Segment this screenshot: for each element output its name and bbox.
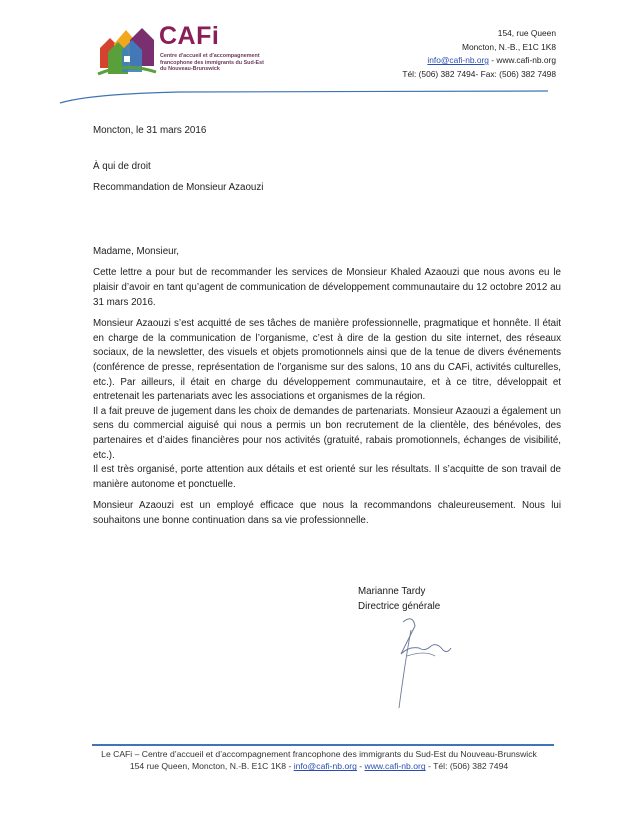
signatory-title: Directrice générale [358,600,441,612]
web-line [402,54,556,68]
contact-block [402,27,556,81]
footer-rule [92,744,554,746]
footer-phone: - Tél: (506) 382 7494 [425,761,509,772]
footer-separator: - [356,761,365,772]
phone-fax-line: Tél: (506) 382 7494- Fax: (506) 382 7498 [402,68,556,79]
footer-line-1: Le CAFi – Centre d’accueil et d’accompagnement francophone des immigrants du Sud-Est du Nouveau-Brunswick [101,749,537,759]
date-line: Moncton, le 31 mars 2016 [93,125,207,136]
brand-subtitle: Centre d'accueil et d'accompagnement francophone des immigrants du Sud-Est du Nouveau-Brunswick [160,53,264,73]
paragraph-4: Il est très organisé, porte attention aux détails et est orienté sur les résultats. Il s’acquitte de son travail de manière autonome et ponctuelle. [93,464,561,490]
letter-body [93,124,561,528]
signatory-name: Marianne Tardy [358,586,426,597]
footer [0,748,638,773]
footer-website-link[interactable]: www.cafi-nb.org [364,761,426,772]
handwritten-signature [385,612,455,712]
brand-name: CAFi [159,22,220,50]
paragraph-2: Monsieur Azaouzi s’est acquitté de ses tâches de manière professionnelle, pragmatique et honnête. Il était en charge de la communication de l’organisme, c’est à dire de la gestion du site internet, des réseaux sociaux, de la newsletter, des visuels et objets promotionnels ainsi que de la tenue de divers événements (conférence de presse, représentation de l’organisme sur des salons, 10 ans du CAFi, activités culturelles, etc.). Par ailleurs, il était en charge du développement communautaire, et à ce titre, développait et entretenait les partenariats avec les associations et organismes de la région. [93,318,561,403]
paragraph-3: Il a fait preuve de jugement dans les choix de demandes de partenariats. Monsieur Azaouzi a également un sens du commercial aiguisé qui nous a permis un bon recrutement de la clientèle, des bénévoles, des partenaires et d’aides financières pour nos activités (gratuité, rabais promotionnels, échanges de visibilité, etc.). [93,405,561,461]
paragraph-1: Cette lettre a pour but de recommander les services de Monsieur Khaled Azaouzi que nous avons eu le plaisir d’avoir en tant qu’agent de communication de développement communautaire du 12 octobre 2012 au 31 mars 2016. [93,267,561,308]
recipient: À qui de droit [93,160,151,172]
cafi-logo [96,22,266,82]
salutation: Madame, Monsieur, [93,245,180,257]
paragraph-5: Monsieur Azaouzi est un employé efficace que nous la recommandons chaleureusement. Nous lui souhaitons une bonne continuation dans sa vie professionnelle. [93,500,561,526]
address-line-1: 154, rue Queen [497,28,556,38]
subject: Recommandation de Monsieur Azaouzi [93,182,264,194]
footer-address: 154 rue Queen, Moncton, N.-B. E1C 1K8 - [129,761,294,772]
header-email-link[interactable]: info@cafi-nb.org [427,55,489,65]
footer-line-2 [0,760,638,772]
houses-logo-icon [96,22,158,78]
signature-block [358,585,440,614]
address-line-2: Moncton, N.-B., E1C 1K8 [461,41,556,52]
header-website: - www.cafi-nb.org [488,55,556,65]
header-divider [0,82,638,112]
footer-email-link[interactable]: info@cafi-nb.org [293,761,357,772]
